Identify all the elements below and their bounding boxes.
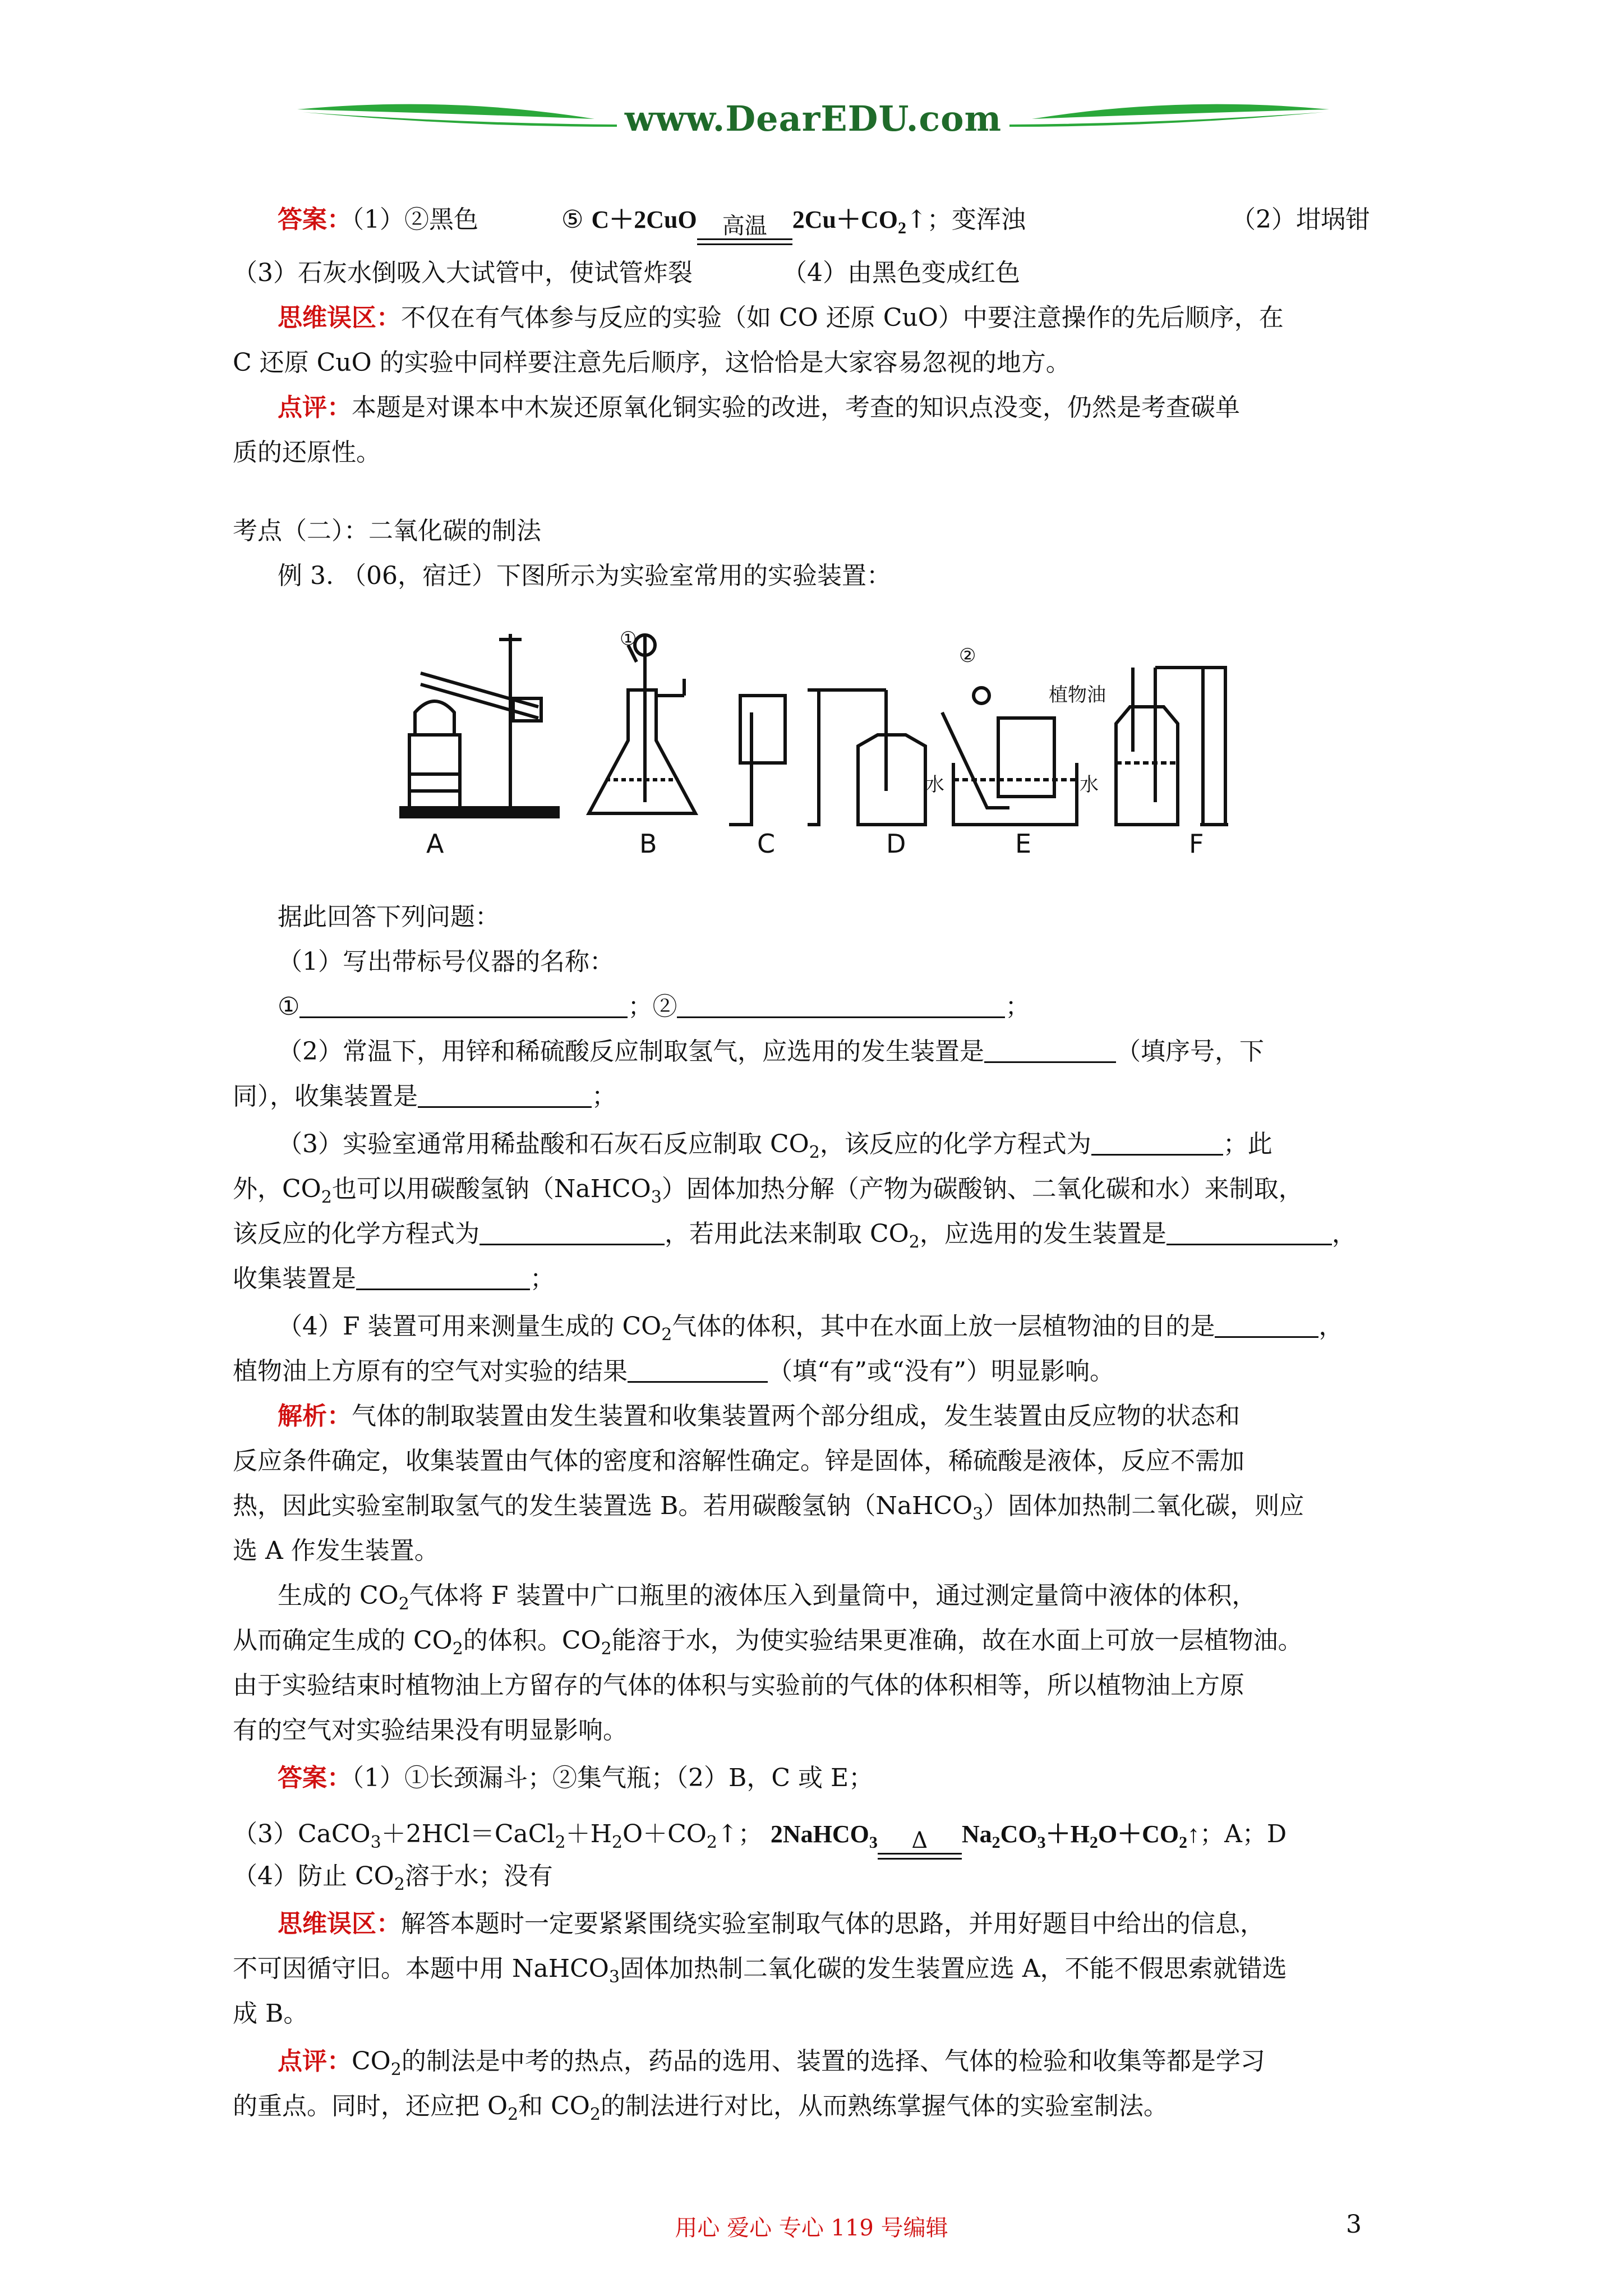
analysis-line-1: 解析：气体的制取装置由发生装置和收集装置两个部分组成，发生装置由反应物的状态和 [278,1402,1240,1430]
site-header [280,84,1346,151]
answer-blank[interactable] [677,992,1005,1018]
apparatus-f-bottle [1116,707,1178,825]
comment2-line-2: 的重点。同时，还应把 $O_2$和 $CO_2$的制法进行对比，从而熟练掌握气体的实验室制法。 [233,2092,1168,2124]
answer-blank[interactable] [356,1264,530,1290]
answer-label: 答案： [278,205,352,234]
section-title: 考点（二）：二氧化碳的制法 [233,517,541,545]
label-b: B [639,829,657,858]
mistake-line-1: 思维误区：不仅在有气体参与反应的实验（如 CO 还原 CuO）中要注意操作的先后顺序，在 [278,303,1284,332]
equation-1-left: C＋2CuO [591,206,697,233]
analysis-label: 解析： [278,1402,352,1430]
answer2-line-2: $(3)CaCO_3+2HCl=CaCl_2+H_2O+CO_2↑$； 2NaHCO$_3$ Δ $Na_2CO_3+H_2O+CO_2↑$；A；D [233,1818,1287,1860]
comment2-label: 点评： [278,2047,352,2076]
comment-line-2: 质的还原性。 [233,438,381,467]
mistake2-line-2: 不可因循守旧。本题中用 NaHCO$_3$固体加热制二氧化碳的发生装置应选 A，不能不假思索就错选 [233,1954,1287,1987]
question-3-line-2: 外，$CO_2$也可以用碳酸氢钠（NaHCO$_3$）固体加热分解（产物为碳酸钠、二氧化碳和水）来制取， [233,1175,1303,1207]
apparatus-diagram [393,623,1234,858]
equation-1-condition: 高温 [697,214,792,245]
mistake2-label: 思维误区： [278,1910,401,1938]
apparatus-f-cylinder [1203,668,1225,825]
example-title: 例 3. （06，宿迁）下图所示为实验室常用的实验装置： [278,562,891,590]
answer-part-4: （4）由黑色变成红色 [782,259,1020,287]
answer-part-1: （1）②黑色 [352,205,478,234]
comment-label: 点评： [278,393,352,422]
comment2-line-1: 点评：$CO_2$的制法是中考的热点，药品的选用、装置的选择、气体的检验和收集等都是学习 [278,2047,1265,2079]
analysis-line-5: 生成的 $CO_2$气体将 F 装置中广口瓶里的液体压入到量筒中，通过测定量筒中液体的体积， [278,1581,1257,1614]
page-number: 3 [1346,2210,1362,2239]
apparatus-b-flask [589,690,695,813]
analysis-line-7: 由于实验结束时植物油上方留存的气体的体积与实验前的气体的体积相等，所以植物油上方原 [233,1671,1244,1700]
mistake2-line-1: 思维误区：解答本题时一定要紧紧围绕实验室制取气体的思路，并用好题目中给出的信息， [278,1910,1265,1938]
equation-1-right: 2Cu＋CO [792,206,898,233]
answer-part-2: （2）坩埚钳 [1231,205,1370,234]
comment-line-1: 点评：本题是对课本中木炭还原氧化铜实验的改进，考查的知识点没变，仍然是考查碳单 [278,393,1240,422]
water-label-f: 水 [1080,774,1099,796]
answer-blank[interactable] [1091,1129,1223,1156]
question-4-line-2: 植物油上方原有的空气对实验的结果 （填“有”或“没有”）明显影响。 [233,1357,1114,1386]
answer-blank[interactable] [479,1219,665,1245]
mistake2-line-3: 成 B。 [233,1999,308,2028]
equation-1-tail: ↑；变浑浊 [906,205,1026,234]
answer-blank[interactable] [1166,1219,1332,1245]
answer-blank[interactable] [628,1356,768,1383]
water-label-e: 水 [925,774,944,796]
equation-2-condition: Δ [878,1828,962,1860]
page-footer: 用心 爱心 专心 119 号编辑 [675,2215,948,2241]
mistake-label: 思维误区： [278,303,401,332]
label-a: A [426,829,444,858]
answer-blank[interactable] [984,1037,1116,1063]
apparatus-a-lamp [409,735,460,808]
answer-blank[interactable] [1215,1312,1318,1338]
oil-label: 植物油 [1049,684,1106,706]
answer-line-1: 答案：（1）②黑色 ⑤ C＋2CuO 高温 $2Cu+CO_2↑$；变浑浊 [278,203,1026,245]
question-2-line-2: 同），收集装置是 ； [233,1082,616,1111]
mark-1: ① [620,628,637,650]
answer2-line-3: （4）防止 $CO_2$溶于水；没有 [233,1862,553,1894]
apparatus-c-container [740,696,785,763]
question-1: （1）写出带标号仪器的名称： [278,947,614,976]
question-3-line-1: （3）实验室通常用稀盐酸和石灰石反应制取 $CO_2$，该反应的化学方程式为 ；此 [278,1130,1272,1162]
answer-blank[interactable] [418,1082,592,1108]
analysis-line-4: 选 A 作发生装置。 [233,1536,439,1565]
label-d: D [886,829,906,858]
question-3-line-4: 收集装置是 ； [233,1264,555,1293]
question-4-line-1: （4）F 装置可用来测量生成的 $CO_2$气体的体积，其中在水面上放一层植物油的目的是 ， [278,1312,1344,1345]
question-3-line-3: 该反应的化学方程式为 ，若用此法来制取 $CO_2$，应选用的发生装置是 ， [233,1220,1357,1252]
answer-blank[interactable] [299,992,628,1018]
label-c: C [757,829,776,858]
analysis-line-8: 有的空气对实验结果没有明显影响。 [233,1716,628,1745]
answer2-label: 答案： [278,1764,352,1792]
label-e: E [1015,829,1032,858]
equation-2-left: 2NaHCO [770,1820,869,1848]
question-2-line-1: （2）常温下，用锌和稀硫酸反应制取氢气，应选用的发生装置是 （填序号，下 [278,1037,1264,1066]
analysis-line-3: 热，因此实验室制取氢气的发生装置选 B。若用碳酸氢钠（NaHCO$_3$）固体加热制二氧化碳，则应 [233,1492,1304,1524]
label-f: F [1189,829,1204,858]
site-url[interactable]: www.DearEDU.com [624,98,1002,139]
apparatus-d-bottle [858,735,925,825]
analysis-line-2: 反应条件确定，收集装置由气体的密度和溶解性确定。锌是固体，稀硫酸是液体，反应不需加 [233,1447,1244,1475]
circled-5: ⑤ [561,205,584,234]
question-1-blanks: ① ；② ； [278,992,1030,1021]
analysis-line-6: 从而确定生成的 $CO_2$的体积。$CO_2$能溶于水，为使实验结果更准确，故在水面上可放一层植物油。 [233,1626,1303,1659]
answer-part-3: （3）石灰水倒吸入大试管中，使试管炸裂 [233,259,693,287]
questions-intro: 据此回答下列问题： [278,903,500,931]
mark-2: ② [959,645,976,667]
answer2-line-1: 答案：（1）①长颈漏斗；②集气瓶；（2）B，C 或 E； [278,1764,874,1792]
mistake-line-2: C 还原 CuO 的实验中同样要注意先后顺序，这恰恰是大家容易忽视的地方。 [233,348,1071,377]
